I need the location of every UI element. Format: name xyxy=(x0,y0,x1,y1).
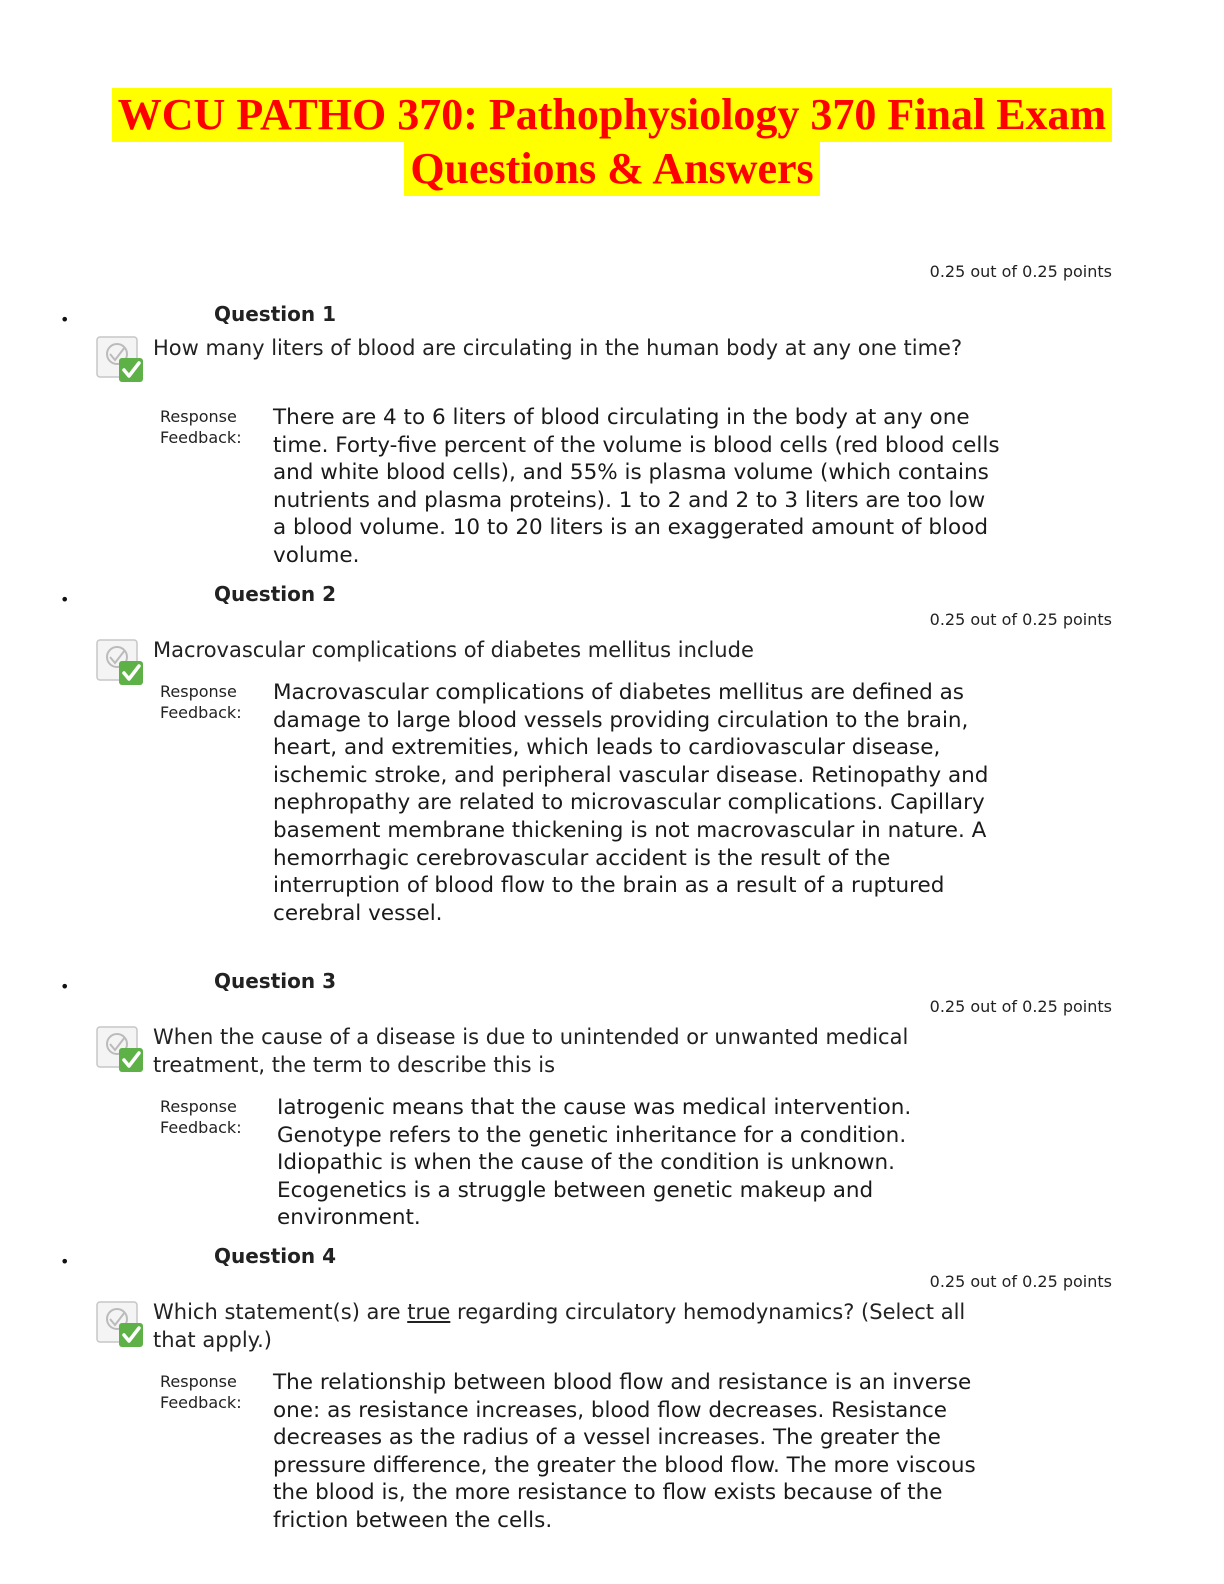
question-4-score: 0.25 out of 0.25 points xyxy=(929,1272,1112,1291)
response-feedback-label: Response Feedback: xyxy=(160,1097,242,1137)
response-feedback-label: Response Feedback: xyxy=(160,407,242,447)
question-3-title: Question 3 xyxy=(214,969,336,993)
page-title xyxy=(0,88,1224,196)
question-1-text: How many liters of blood are circulating in the human body at any one time? xyxy=(153,336,963,360)
question-2-score: 0.25 out of 0.25 points xyxy=(929,610,1112,629)
bullet: • xyxy=(60,590,70,609)
question-4-title: Question 4 xyxy=(214,1244,336,1268)
bullet: • xyxy=(60,310,70,329)
question-1-feedback: There are 4 to 6 liters of blood circulating in the body at any one time. Forty-five percent of the volume is blood cells (red blood cells and white blood cells), and 55% is plasma volume (which contains nutrients and plasma proteins). 1 to 2 and 2 to 3 liters are too low a blood volume. 10 to 20 liters is an exaggerated amount of blood volume. xyxy=(273,405,1000,568)
question-3-text: When the cause of a disease is due to unintended or unwanted medical treatment, the term to describe this is xyxy=(153,1025,909,1077)
title-line-1: WCU PATHO 370: Pathophysiology 370 Final Exam xyxy=(112,88,1112,142)
response-feedback-label: Response Feedback: xyxy=(160,1372,242,1412)
correct-check-icon xyxy=(96,334,146,384)
response-feedback-label: Response Feedback: xyxy=(160,682,242,722)
bullet: • xyxy=(60,1252,70,1271)
question-4-feedback: The relationship between blood flow and resistance is an inverse one: as resistance increases, blood flow decreases. Resistance decreases as the radius of a vessel increases. The greater the pressure difference, the greater the blood flow. The more viscous the blood is, the more resistance to flow exists because of the friction between the cells. xyxy=(273,1370,976,1533)
title-line-2: Questions & Answers xyxy=(404,142,819,196)
underlined-word: true xyxy=(407,1300,451,1324)
question-3-feedback: Iatrogenic means that the cause was medical intervention. Genotype refers to the genetic inheritance for a condition. Idiopathic is when the cause of the condition is unknown. Ecogenetics is a struggle between genetic makeup and environment. xyxy=(277,1095,912,1231)
question-2-feedback: Macrovascular complications of diabetes mellitus are defined as damage to large blood vessels providing circulation to the brain, heart, and extremities, which leads to cardiovascular disease, ischemic stroke, and peripheral vascular disease. Retinopathy and nephropathy are related to microvascular complications. Capillary basement membrane thickening is not macrovascular in nature. A hemorrhagic cerebrovascular accident is the result of the interruption of blood flow to the brain as a result of a ruptured cerebral vessel. xyxy=(273,680,989,926)
correct-check-icon xyxy=(96,1024,146,1074)
question-1-score: 0.25 out of 0.25 points xyxy=(929,262,1112,281)
bullet: • xyxy=(60,977,70,996)
question-2-title: Question 2 xyxy=(214,582,336,606)
question-2-text: Macrovascular complications of diabetes mellitus include xyxy=(153,638,754,662)
question-3-score: 0.25 out of 0.25 points xyxy=(929,997,1112,1016)
correct-check-icon xyxy=(96,637,146,687)
correct-check-icon xyxy=(96,1299,146,1349)
question-4-text: Which statement(s) are true regarding circulatory hemodynamics? (Select all that apply.) xyxy=(153,1300,966,1352)
question-1-title: Question 1 xyxy=(214,302,336,326)
